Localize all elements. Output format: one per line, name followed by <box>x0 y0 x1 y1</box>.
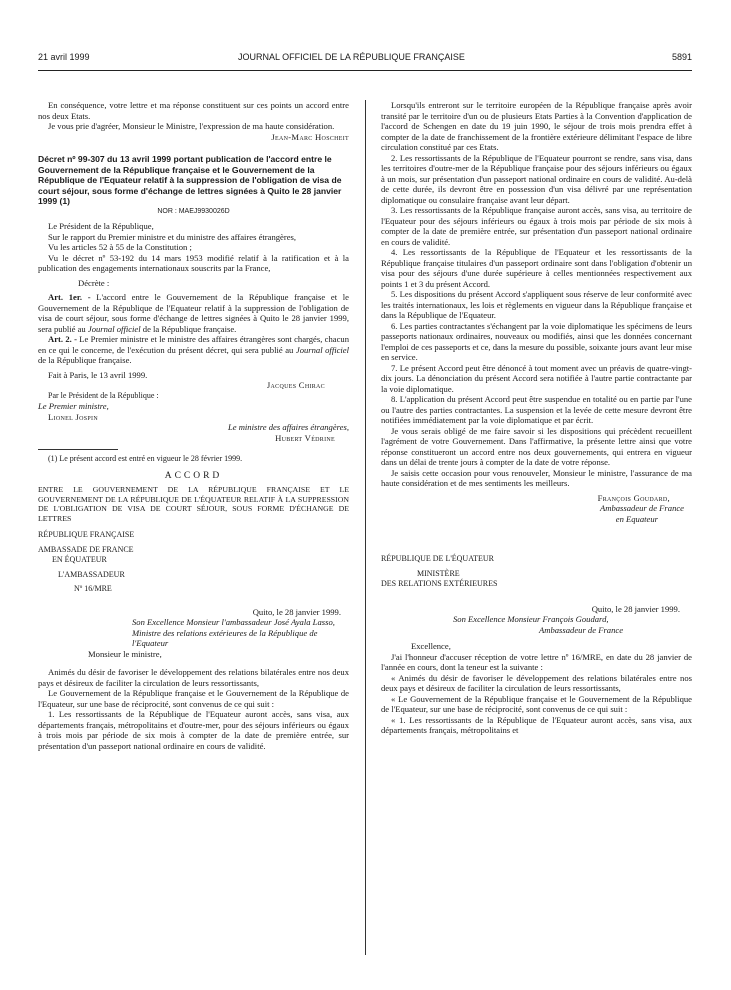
paragraph: 7. Le présent Accord peut être dénoncé à tout moment avec un préavis de quatre-vingt-dix jours. La dénonciation du présent Accord sera notifiée à l'autre partie contractante par la voie diplomatique. <box>381 362 692 394</box>
letter-addressee: Son Excellence Monsieur l'ambassadeur José Ayala Lasso, Ministre des relations extérieures de la République de l'Equateur <box>132 617 335 649</box>
paragraph: « Animés du désir de favoriser le développement des relations bilatérales entre nos deux pays et désireux de faciliter la circulation de leurs ressortissants, <box>381 672 692 693</box>
signature: François Goudard, <box>597 492 670 503</box>
header-rule <box>38 70 692 71</box>
nor-reference: NOR : MAEJ9930026D <box>157 207 230 215</box>
paragraph: Le Gouvernement de la République française et le Gouvernement de la République de l'Equateur, sur une base de réciprocité, sont convenus de ce qui suit : <box>38 688 349 709</box>
letter-addressee: Ambassadeur de France <box>539 624 624 635</box>
page-number: 5891 <box>671 52 692 62</box>
column-divider <box>365 100 366 955</box>
footnote: (1) Le présent accord est entré en vigueur le 28 février 1999. <box>48 454 243 463</box>
article-text: Le Premier ministre et le ministre des affaires étrangères sont chargés, chacun en ce qui le concerne, de l'exécution du présent décret, qui sera publié au <box>38 334 349 355</box>
article-label: Art. 1er. - <box>48 292 91 302</box>
signature: Jacques Chirac <box>266 380 325 390</box>
paragraph: 8. L'application du présent Accord peut être suspendue en totalité ou en partie par l'une ou l'autre des parties contractantes. La suspension et la levée de cette mesure devront être notifiées immédiatement par la voie diplomatique et par écrit. <box>381 394 692 425</box>
header-date: 21 avril 1999 <box>38 52 90 62</box>
paragraph: Le Président de la République, <box>48 221 154 231</box>
paragraph: Sur le rapport du Premier ministre et du ministre des affaires étrangères, <box>48 231 297 242</box>
decree-title: Décret nº 99-307 du 13 avril 1999 portant publication de l'accord entre le Gouvernement de la République française et le Gouvernement de la République de l'Equateur relatif à la suppression de l'obligation de visa de court séjour, sous forme d'échange de lettres signées à Quito le 28 janvier 1999 (1) <box>38 154 342 206</box>
article-1 <box>38 292 349 334</box>
paragraph: « Le Gouvernement de la République française et le Gouvernement de la République de l'Equateur, sur une base de réciprocité, sont convenus de ce qui suit : <box>381 693 692 714</box>
letterhead: AMBASSADE DE FRANCE <box>38 544 134 554</box>
article-text: de la République française. <box>140 323 237 334</box>
right-column <box>381 100 692 736</box>
paragraph: Vu les articles 52 à 55 de la Constitution ; <box>48 242 192 252</box>
journal-title: JOURNAL OFFICIEL DE LA RÉPUBLIQUE FRANÇAISE <box>238 52 465 62</box>
letterhead: DES RELATIONS EXTÉRIEURES <box>381 579 498 588</box>
paragraph: Vu le décret nº 53-192 du 14 mars 1953 modifié relatif à la ratification et à la publication des engagements internationaux souscrits par la France, <box>38 252 349 273</box>
paragraph: J'ai l'honneur d'accuser réception de votre lettre nº 16/MRE, en date du 28 janvier de l'année en cours, dont la teneur est la suivante : <box>381 651 692 672</box>
paragraph: 4. Les ressortissants de la République de l'Equateur et les ressortissants de la République française titulaires d'un passeport ordinaire sont dans l'obligation d'obtenir un visa pour des séjours d'une durée supérieure à celles mentionnées respectivement aux points 1 et 3 du présent Accord. <box>381 247 692 289</box>
signature: Hubert Védrine <box>275 432 335 443</box>
decrete: Décrète : <box>78 277 110 288</box>
footnote-rule <box>38 449 118 450</box>
mae-title: Le ministre des affaires étrangères, <box>227 422 349 432</box>
signature: Lionel Jospin <box>48 411 98 422</box>
paragraph: « 1. Les ressortissants de la République de l'Equateur auront accès, sans visa, aux départements français, métropolitains et <box>381 714 692 735</box>
letterhead: L'AMBASSADEUR <box>58 569 125 579</box>
article-text: L'accord entre le Gouvernement de la République française et le Gouvernement de la République de l'Equateur relatif à la suppression de l'obligation de visa de court séjour, sous forme d'échange de lettres signées à Quito le 28 janvier 1999, sera publié au <box>38 292 349 334</box>
paragraph: 2. Les ressortissants de la République de l'Equateur pourront se rendre, sans visa, dans les territoires d'outre-mer de la République française pour des séjours inférieurs ou égaux à un mois, sur présentation d'un passeport national ordinaire en cours de validité. Au-delà de cette durée, ils devront être en possession d'un visa délivré par une représentation diplomatique ou consulaire française avant leur départ. <box>381 152 692 205</box>
letter-date: Quito, le 28 janvier 1999. <box>252 606 341 617</box>
paragraph: Animés du désir de favoriser le développement des relations bilatérales entre nos deux pays et désireux de faciliter la circulation de leurs ressortissants, <box>38 667 349 688</box>
letter-date: Quito, le 28 janvier 1999. <box>591 603 680 614</box>
salutation: Monsieur le ministre, <box>88 648 162 659</box>
page-header <box>38 52 692 66</box>
paragraph: 1. Les ressortissants de la République de l'Equateur auront accès, sans visa, aux départements français, métropolitains et d'outre-mer, pour des séjours inférieurs ou égaux à trois mois par période de six mois à compter de la date de première entrée, sur présentation d'un passeport national ordinaire en cours de validité. <box>38 709 349 751</box>
paragraph: Je saisis cette occasion pour vous renouveler, Monsieur le ministre, l'assurance de ma haute considération et de mes sentiments les meilleurs. <box>381 467 692 488</box>
paragraph: 6. Les parties contractantes s'échangent par la voie diplomatique les spécimens de leurs passeports nationaux ordinaires, nouveaux ou modifiés, ainsi que les données concernant l'emploi de ces passeports et ce, dans la mesure du possible, soixante jours avant leur mise en service. <box>381 320 692 362</box>
journal-ref: Journal officiel <box>87 323 141 334</box>
letterhead: MINISTÈRE <box>417 568 460 578</box>
paragraph: 3. Les ressortissants de la République française auront accès, sans visa, au territoire de l'Equateur pour des séjours inférieurs ou égaux à trois mois par période de six mois à compter de la date de première entrée, sur présentation d'un passeport national ordinaire en cours de validité. <box>381 205 692 247</box>
article-2 <box>38 334 349 366</box>
accord-heading: ACCORD <box>164 470 223 481</box>
signature: Jean-Marc Hoscheit <box>271 131 349 142</box>
place-date: Fait à Paris, le 13 avril 1999. <box>48 369 148 380</box>
letterhead: EN ÉQUATEUR <box>52 555 107 565</box>
letterhead: RÉPUBLIQUE FRANÇAISE <box>38 530 135 540</box>
signature-title: en Equateur <box>615 513 658 524</box>
paragraph: Je vous serais obligé de me faire savoir si les dispositions qui précèdent recueillent l'agrément de votre Gouvernement. Dans l'affirmative, la présente lettre ainsi que votre réponse constitueront un accord entre nos deux gouvernements, qui entrera en vigueur dans un délai de trente jours à compter de la date de votre réponse. <box>381 425 692 467</box>
par-line: Par le Président de la République : <box>48 390 159 400</box>
pm-title: Le Premier ministre, <box>38 401 109 411</box>
letter-reference: Nº 16/MRE <box>74 584 112 594</box>
salutation: Excellence, <box>411 641 451 651</box>
article-label: Art. 2. - <box>48 334 77 344</box>
paragraph: 5. Les dispositions du présent Accord s'appliquent sous réserve de leur conformité avec les traités internationaux, les lois et règlements en vigueur dans la République française et dans la République de l'Equateur. <box>381 289 692 320</box>
paragraph: Je vous prie d'agréer, Monsieur le Ministre, l'expression de ma haute considération. <box>48 121 335 131</box>
accord-subtitle: ENTRE LE GOUVERNEMENT DE LA RÉPUBLIQUE FRANÇAISE ET LE GOUVERNEMENT DE LA RÉPUBLIQUE DE L'ÉQUATEUR RELATIF À LA SUPPRESSION DE L'OBLIGATION DE VISA DE COURT SÉJOUR, SOUS FORME D'ÉCHANGE DE LETTRES <box>38 485 349 523</box>
letterhead: RÉPUBLIQUE DE L'ÉQUATEUR <box>381 554 494 563</box>
paragraph: En conséquence, votre lettre et ma réponse constituent sur ces points un accord entre nos deux Etats. <box>38 100 349 121</box>
left-column <box>38 100 349 751</box>
letter-addressee: Son Excellence Monsieur François Goudard, <box>453 614 609 624</box>
paragraph: Lorsqu'ils entreront sur le territoire européen de la République française après avoir transité par le territoire d'un ou de plusieurs Etats Parties à la Convention d'application de l'accord de Schengen en date du 19 juin 1990, le séjour de trois mois prendra effet à compter de la date de franchissement de la frontière extérieure délimitant l'espace de libre circulation constitué par ces Etats. <box>381 100 692 152</box>
signature-title: Ambassadeur de France <box>599 503 684 513</box>
journal-ref: Journal officiel <box>295 344 349 355</box>
article-text: de la République française. <box>38 355 132 365</box>
